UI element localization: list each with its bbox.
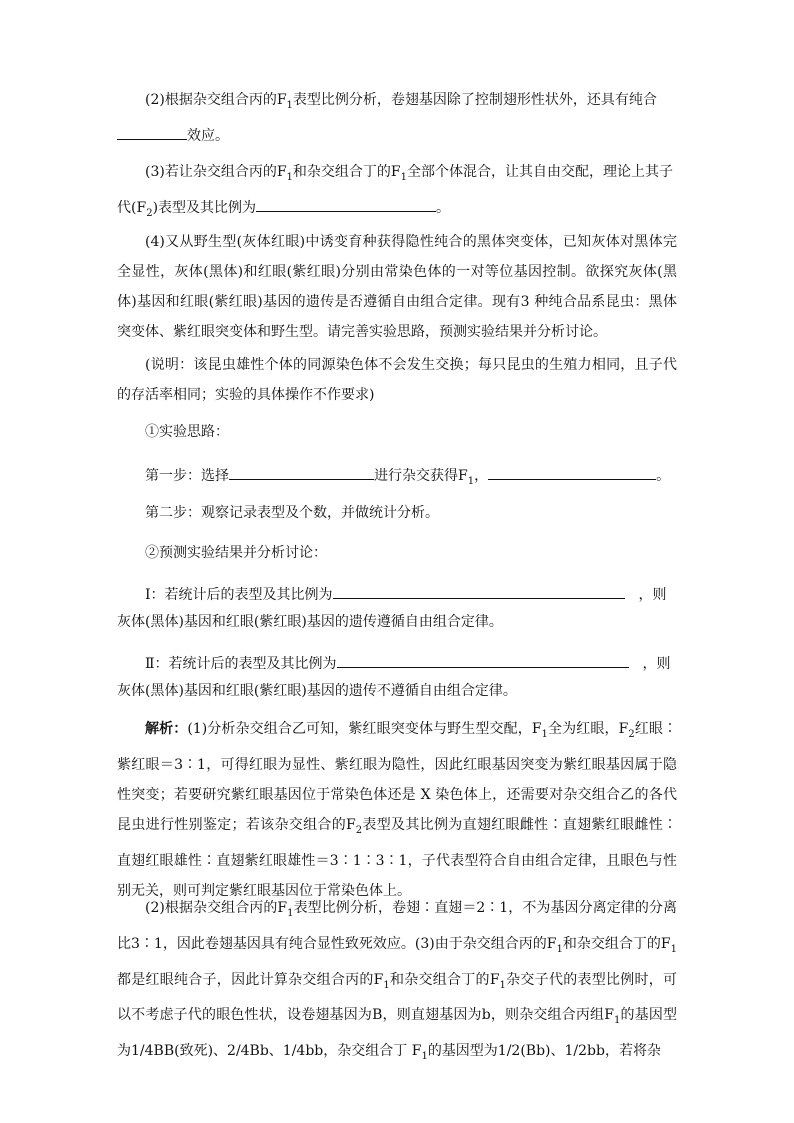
q3-prefix: (3)若让杂交组合丙的F — [145, 164, 287, 180]
analysis-label: 解析： — [145, 721, 188, 737]
analysis-p2-s7: 1 — [421, 1050, 428, 1062]
step-1 — [145, 464, 670, 492]
analysis-p2-s2: 1 — [556, 943, 563, 955]
q2-sub: 1 — [286, 99, 293, 111]
analysis-p2-f: 杂交子代的表型比例时，可以不考虑子代的眼色性状，设卷翅基因为B，则直翅基因为b，则杂交组合丙组F — [117, 971, 678, 1024]
q2-answer-blank[interactable] — [117, 124, 187, 140]
result-1-line — [145, 583, 667, 605]
analysis-p2-b: 表型比例分析，卷翅∶直翅＝2∶1，不为基因分离定律的分离比3∶1，因此卷翅基因具有纯合显性致死效应。(3)由于杂交组合丙的F — [117, 900, 677, 952]
analysis-p1-s3: 2 — [355, 824, 363, 836]
question-4-stem: (4)又从野生型(灰体红眼)中诱变育种获得隐性纯合的黑体突变体，已知灰体对黑体完全显性，灰体(黑体)和红眼(紫红眼)分别由常染色体的一对等位基因控制。欲探究灰体(黑体)基因和红眼(紫红眼)基因的遗传是否遵循自由组合定律。现有3 种纯合品系昆虫：黑体突变体、紫红眼突变体和野生型。请完善实验思路，预测实验结果并分析讨论。 — [117, 234, 677, 340]
step1-end: 。 — [656, 468, 671, 484]
analysis-p2-s1: 1 — [287, 907, 294, 919]
step1-blank-1[interactable] — [229, 464, 374, 480]
q3-end: 。 — [436, 199, 451, 216]
step1-blank-2[interactable] — [488, 464, 656, 480]
q3-answer-blank[interactable] — [256, 196, 436, 212]
step1-c: ， — [474, 468, 489, 484]
analysis-p1-d: 表型及其比例为直翅红眼雌性∶直翅紫红眼雌性∶直翅红眼雄性∶直翅紫红眼雄性＝3∶1∶3∶1，子代表型符合自由组合定律，且眼色与性别无关，则可判定紫红眼基因位于常染色体上。 — [117, 816, 678, 899]
result-2-line — [145, 652, 671, 674]
step-2: 第二步：观察记录表型及个数，并做统计分析。 — [145, 505, 439, 521]
r2-b: ，则 — [642, 656, 671, 672]
analysis-p1-b: 全为红眼，F — [547, 721, 629, 737]
result-1-conclusion: 灰体(黑体)基因和红眼(紫红眼)基因的遗传遵循自由组合定律。 — [117, 614, 503, 630]
analysis-paragraph-1 — [117, 714, 677, 906]
r2-a: Ⅱ：若统计后的表型及其比例为 — [145, 656, 337, 672]
analysis-p2-a: (2)根据杂交组合丙的F — [145, 900, 288, 916]
analysis-p2-s3: 1 — [670, 943, 678, 955]
analysis-p2-h: 的基因型为1/2(Bb)、1/2bb，若将杂 — [427, 1043, 661, 1060]
result-1-blank[interactable] — [333, 583, 625, 599]
q3-sub1: 1 — [286, 171, 293, 183]
analysis-p2-e: 和杂交组合丁的F — [389, 971, 500, 988]
r1-b: ，则 — [638, 587, 667, 603]
analysis-p2-c: 和杂交组合丁的F — [562, 935, 671, 952]
step1-sub: 1 — [467, 475, 475, 487]
analysis-p2-s6: 1 — [613, 1015, 621, 1027]
analysis-p1-s1: 1 — [541, 728, 548, 740]
question-4-note: (说明：该昆虫雄性个体的同源染色体不会发生交换；每只昆虫的生殖力相同，且子代的存活率相同；实验的具体操作不作要求) — [117, 357, 677, 403]
step1-b: 进行杂交获得F — [374, 468, 468, 484]
analysis-paragraph-2 — [117, 893, 677, 1072]
q3-line2: 代(F — [117, 199, 147, 216]
experiment-idea-title: ①实验思路： — [145, 424, 229, 440]
q2-suffix: 效应。 — [187, 127, 229, 144]
analysis-p2-d: 都是红眼纯合子，因此计算杂交组合丙的F — [117, 971, 384, 988]
analysis-p2-s4: 1 — [383, 979, 390, 991]
q3-sub3: 2 — [146, 207, 153, 219]
q3-mid: 和杂交组合丁的F — [292, 164, 401, 180]
question-2 — [117, 85, 677, 151]
analysis-p2-s5: 1 — [499, 979, 506, 991]
analysis-p2-g: 的基因型为1/4BB(致死)、2/4Bb、1/4bb，杂交组合丁 F — [117, 1007, 677, 1060]
step1-a: 第一步：选择 — [145, 468, 229, 484]
analysis-p1-s2: 2 — [628, 728, 635, 740]
question-3 — [117, 157, 677, 229]
q2-prefix: (2)根据杂交组合丙的F — [145, 92, 287, 108]
predict-title: ②预测实验结果并分析讨论： — [145, 545, 327, 561]
analysis-p1-c: 红眼∶紫红眼＝3∶1，可得红眼为显性、紫红眼为隐性，因此红眼基因突变为紫红眼基因属于隐性突变；若要研究紫红眼基因位于常染色体还是 X 染色体上，还需要对杂交组合乙的各代昆虫进行性别鉴定；若该杂交组合的F — [117, 721, 678, 833]
result-2-blank[interactable] — [337, 652, 629, 668]
q3-text: 全部个体混合，让其自由交配，理论上其子 — [407, 164, 674, 180]
r1-a: Ⅰ：若统计后的表型及其比例为 — [145, 587, 333, 603]
result-2-conclusion: 灰体(黑体)基因和红眼(紫红眼)基因的遗传不遵循自由组合定律。 — [117, 683, 517, 699]
q3-sub2: 1 — [400, 171, 408, 183]
q3-line2b: )表型及其比例为 — [152, 199, 257, 216]
analysis-p1-a: (1)分析杂交组合乙可知，紫红眼突变体与野生型交配，F — [187, 721, 542, 737]
q2-text: 表型比例分析，卷翅基因除了控制翅形性状外，还具有纯合 — [292, 92, 657, 108]
